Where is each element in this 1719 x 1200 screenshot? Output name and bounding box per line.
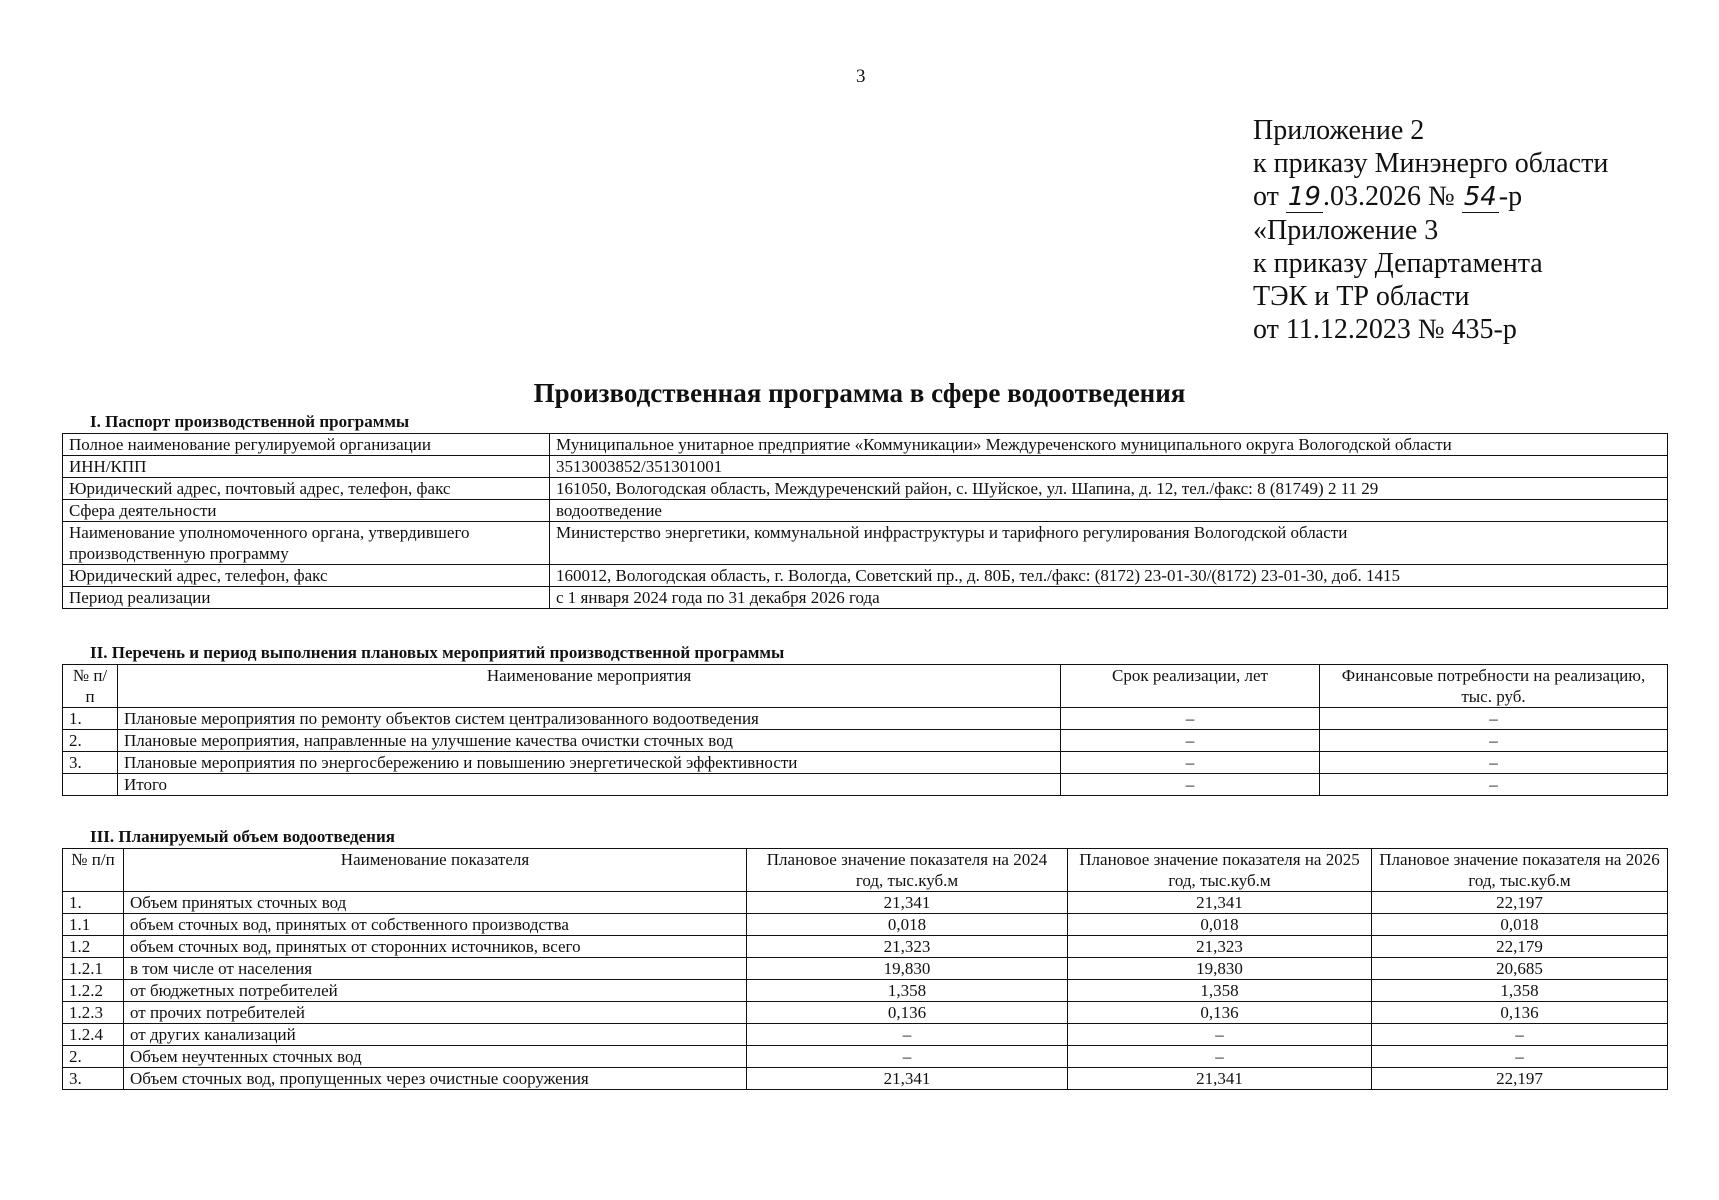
volume-name: в том числе от населения [124, 958, 747, 980]
volume-name: Объем принятых сточных вод [124, 892, 747, 914]
passport-value: Муниципальное унитарное предприятие «Коммуникации» Междуреченского муниципального округа Вологодской области [550, 434, 1668, 456]
passport-value: водоотведение [550, 500, 1668, 522]
header-indicator-name: Наименование показателя [124, 849, 747, 892]
handwritten-day: 19 [1287, 182, 1321, 212]
volume-2026: 22,197 [1372, 1068, 1668, 1090]
volume-row [63, 892, 1668, 914]
volume-2025: 19,830 [1068, 958, 1372, 980]
volume-2025: – [1068, 1046, 1372, 1068]
event-row [63, 708, 1668, 730]
volume-name: объем сточных вод, принятых от собственного производства [124, 914, 747, 936]
volume-2024: 1,358 [747, 980, 1068, 1002]
volume-2026: 22,179 [1372, 936, 1668, 958]
header-num: № п/п [63, 849, 124, 892]
volume-2025: 21,323 [1068, 936, 1372, 958]
passport-row [63, 565, 1668, 587]
volume-row [63, 914, 1668, 936]
volume-2025: 0,136 [1068, 1002, 1372, 1024]
appendix-line: «Приложение 3 [1253, 215, 1439, 246]
header-num: № п/п [63, 665, 118, 708]
header-term: Срок реализации, лет [1061, 665, 1320, 708]
page-number: 3 [856, 66, 866, 87]
event-num: 3. [63, 752, 118, 774]
event-row [63, 752, 1668, 774]
volume-2024: 21,323 [747, 936, 1068, 958]
passport-row [63, 587, 1668, 609]
volume-2024: – [747, 1046, 1068, 1068]
event-term: – [1061, 708, 1320, 730]
volume-2024: 21,341 [747, 892, 1068, 914]
event-term: – [1061, 774, 1320, 796]
appendix-order-line [1253, 180, 1608, 214]
events-table [62, 664, 1668, 796]
passport-label: Наименование уполномоченного органа, утвердившего производственную программу [63, 522, 550, 565]
volume-num: 1.2 [63, 936, 124, 958]
event-term: – [1061, 730, 1320, 752]
handwritten-order-number: 54 [1463, 182, 1497, 212]
volume-name: Объем неучтенных сточных вод [124, 1046, 747, 1068]
header-2024: Плановое значение показателя на 2024 год, тыс.куб.м [747, 849, 1068, 892]
passport-label: Период реализации [63, 587, 550, 609]
volume-row [63, 980, 1668, 1002]
volume-num: 1.2.1 [63, 958, 124, 980]
document-title: Производственная программа в сфере водоотведения [533, 378, 1186, 408]
volume-num: 2. [63, 1046, 124, 1068]
section3-title: III. Планируемый объем водоотведения [90, 827, 395, 846]
passport-value: 3513003852/351301001 [550, 456, 1668, 478]
volume-name: от других канализаций [124, 1024, 747, 1046]
event-num: 1. [63, 708, 118, 730]
volume-num: 3. [63, 1068, 124, 1090]
volume-row [63, 1046, 1668, 1068]
volume-2024: 21,341 [747, 1068, 1068, 1090]
passport-label: ИНН/КПП [63, 456, 550, 478]
volume-num: 1. [63, 892, 124, 914]
event-finance: – [1320, 774, 1668, 796]
volume-2026: – [1372, 1046, 1668, 1068]
event-finance: – [1320, 752, 1668, 774]
volume-name: от бюджетных потребителей [124, 980, 747, 1002]
passport-table [62, 433, 1668, 609]
volume-2024: 19,830 [747, 958, 1068, 980]
passport-value: Министерство энергетики, коммунальной инфраструктуры и тарифного регулирования Вологодской области [550, 522, 1668, 565]
appendix-mid: .03.2026 № [1322, 181, 1462, 212]
volume-name: от прочих потребителей [124, 1002, 747, 1024]
appendix-line: ТЭК и ТР области [1253, 281, 1470, 312]
event-row [63, 774, 1668, 796]
volume-row [63, 936, 1668, 958]
event-name: Итого [118, 774, 1061, 796]
volume-2025: 1,358 [1068, 980, 1372, 1002]
header-finance: Финансовые потребности на реализацию, тыс. руб. [1320, 665, 1668, 708]
passport-row [63, 500, 1668, 522]
volume-2025: 21,341 [1068, 1068, 1372, 1090]
volume-2025: – [1068, 1024, 1372, 1046]
header-2025: Плановое значение показателя на 2025 год, тыс.куб.м [1068, 849, 1372, 892]
event-finance: – [1320, 730, 1668, 752]
passport-value: с 1 января 2024 года по 31 декабря 2026 года [550, 587, 1668, 609]
volume-2025: 0,018 [1068, 914, 1372, 936]
passport-value: 160012, Вологодская область, г. Вологда, Советский пр., д. 80Б, тел./факс: (8172) 23-01-30/(8172) 23-01-30, доб. 1415 [550, 565, 1668, 587]
header-2026: Плановое значение показателя на 2026 год, тыс.куб.м [1372, 849, 1668, 892]
volume-2026: 22,197 [1372, 892, 1668, 914]
appendix-line: Приложение 2 [1253, 115, 1425, 146]
appendix-line: от 11.12.2023 № 435-р [1253, 314, 1517, 345]
passport-label: Юридический адрес, телефон, факс [63, 565, 550, 587]
volumes-table [62, 848, 1668, 1090]
volume-2025: 21,341 [1068, 892, 1372, 914]
event-name: Плановые мероприятия, направленные на улучшение качества очистки сточных вод [118, 730, 1061, 752]
volume-row [63, 958, 1668, 980]
appendix-line: к приказу Департамента [1253, 248, 1543, 279]
volume-num: 1.1 [63, 914, 124, 936]
volume-2026: 20,685 [1372, 958, 1668, 980]
volume-num: 1.2.2 [63, 980, 124, 1002]
volume-2024: 0,136 [747, 1002, 1068, 1024]
volume-2026: 0,018 [1372, 914, 1668, 936]
volume-row [63, 1068, 1668, 1090]
volume-2024: – [747, 1024, 1068, 1046]
passport-row [63, 478, 1668, 500]
appendix-prefix: от [1253, 181, 1286, 212]
volumes-header-row [63, 849, 1668, 892]
volume-2024: 0,018 [747, 914, 1068, 936]
appendix-line: к приказу Минэнерго области [1253, 148, 1609, 179]
event-num: 2. [63, 730, 118, 752]
event-finance: – [1320, 708, 1668, 730]
section2-title: II. Перечень и период выполнения плановых мероприятий производственной программы [90, 643, 785, 662]
volume-name: объем сточных вод, принятых от сторонних источников, всего [124, 936, 747, 958]
volume-2026: – [1372, 1024, 1668, 1046]
event-num [63, 774, 118, 796]
event-name: Плановые мероприятия по энергосбережению и повышению энергетической эффективности [118, 752, 1061, 774]
event-term: – [1061, 752, 1320, 774]
volume-row [63, 1002, 1668, 1024]
volume-2026: 1,358 [1372, 980, 1668, 1002]
passport-row [63, 522, 1668, 565]
appendix-block [1253, 114, 1608, 346]
volume-row [63, 1024, 1668, 1046]
event-row [63, 730, 1668, 752]
passport-row [63, 456, 1668, 478]
header-event-name: Наименование мероприятия [118, 665, 1061, 708]
appendix-suffix: -р [1498, 181, 1523, 212]
volume-name: Объем сточных вод, пропущенных через очистные сооружения [124, 1068, 747, 1090]
volume-num: 1.2.4 [63, 1024, 124, 1046]
event-name: Плановые мероприятия по ремонту объектов систем централизованного водоотведения [118, 708, 1061, 730]
events-header-row [63, 665, 1668, 708]
volume-2026: 0,136 [1372, 1002, 1668, 1024]
passport-label: Сфера деятельности [63, 500, 550, 522]
passport-value: 161050, Вологодская область, Междуреченский район, с. Шуйское, ул. Шапина, д. 12, тел./факс: 8 (81749) 2 11 29 [550, 478, 1668, 500]
section1-title: I. Паспорт производственной программы [90, 412, 410, 431]
passport-row [63, 434, 1668, 456]
passport-label: Юридический адрес, почтовый адрес, телефон, факс [63, 478, 550, 500]
passport-label: Полное наименование регулируемой организации [63, 434, 550, 456]
volume-num: 1.2.3 [63, 1002, 124, 1024]
